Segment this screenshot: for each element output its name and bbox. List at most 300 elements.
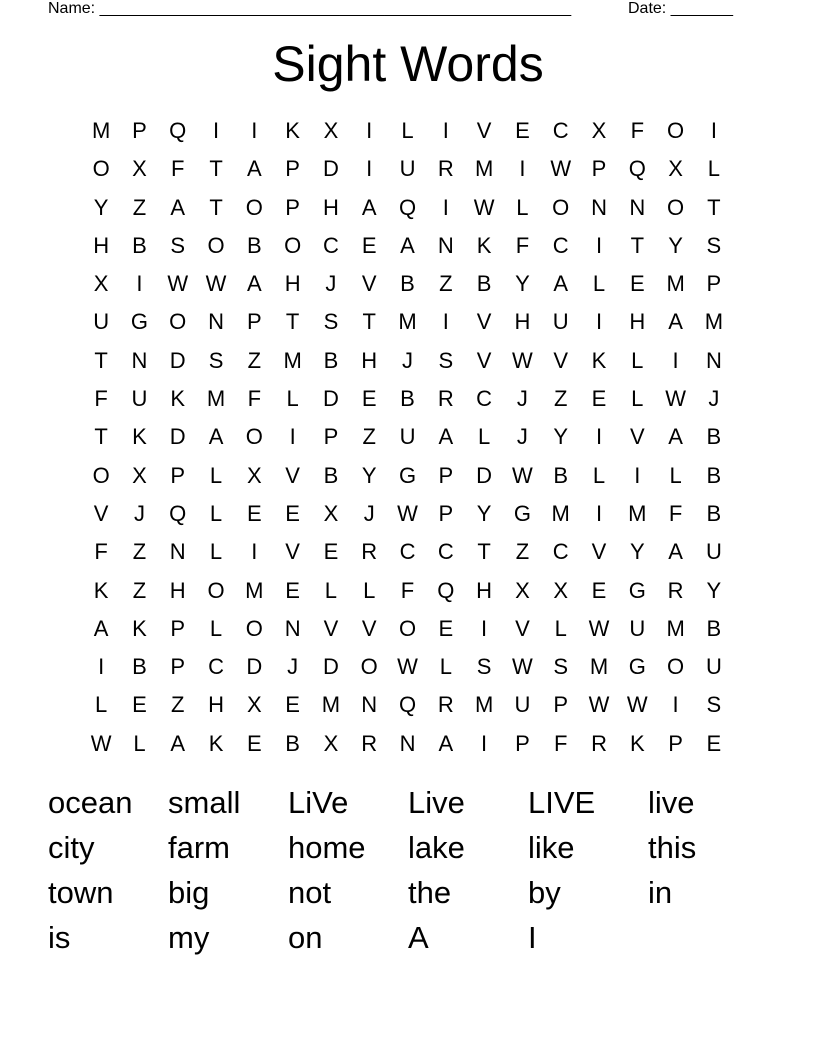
grid-letter: I xyxy=(595,309,603,335)
word-bank-item: on xyxy=(288,920,323,955)
grid-letter: L xyxy=(401,118,414,143)
grid-letter: W xyxy=(588,692,610,718)
grid-letter: O xyxy=(207,577,225,603)
grid-letter: Q xyxy=(398,692,417,718)
grid-letter: H xyxy=(284,271,301,297)
grid-letter: L xyxy=(592,271,606,297)
word-bank-item: city xyxy=(48,830,95,865)
grid-letter: T xyxy=(94,424,108,450)
grid-letter: M xyxy=(283,347,302,373)
grid-letter: O xyxy=(284,232,302,258)
grid-letter: L xyxy=(133,730,146,756)
grid-letter: K xyxy=(170,386,186,412)
word-bank-item: the xyxy=(408,875,452,910)
grid-letter: L xyxy=(707,156,721,182)
grid-letter: B xyxy=(323,347,339,373)
grid-letter: M xyxy=(321,692,341,718)
grid-letter: H xyxy=(322,194,339,220)
grid-letter: X xyxy=(323,730,339,756)
grid-letter: N xyxy=(131,347,148,373)
grid-letter: K xyxy=(93,577,109,603)
grid-letter: V xyxy=(629,424,645,450)
word-bank-item: big xyxy=(168,875,210,910)
grid-letter: V xyxy=(93,500,109,526)
grid-letter: I xyxy=(519,156,526,182)
grid-letter: U xyxy=(629,615,646,641)
grid-letter: O xyxy=(667,194,685,220)
grid-letter: F xyxy=(515,232,530,258)
grid-letter: W xyxy=(397,654,418,680)
grid-letter: S xyxy=(438,347,454,373)
grid-letter: R xyxy=(361,730,378,756)
grid-letter: R xyxy=(437,386,454,412)
grid-letter: W xyxy=(397,500,418,526)
grid-letter: Y xyxy=(553,424,569,450)
grid-letter: A xyxy=(93,615,109,641)
grid-letter: T xyxy=(362,309,376,335)
grid-letter: W xyxy=(512,462,533,488)
word-bank-item: town xyxy=(48,875,114,910)
grid-letter: O xyxy=(207,232,225,258)
grid-letter: I xyxy=(442,309,449,335)
grid-letter: X xyxy=(591,118,607,143)
grid-letter: H xyxy=(361,347,378,373)
grid-letter: M xyxy=(474,692,494,718)
grid-letter: U xyxy=(552,309,569,335)
grid-letter: X xyxy=(93,271,109,297)
grid-letter: P xyxy=(285,194,300,220)
grid-letter: B xyxy=(706,462,722,488)
grid-letter: Y xyxy=(93,194,109,220)
date-field-label: Date: _______ xyxy=(628,0,733,17)
grid-letter: W xyxy=(90,730,112,756)
grid-letter: Y xyxy=(361,462,377,488)
grid-letter: X xyxy=(246,692,262,718)
grid-letter: W xyxy=(665,386,686,412)
grid-letter: B xyxy=(132,232,147,258)
page-title: Sight Words xyxy=(272,36,544,92)
grid-letter: L xyxy=(286,386,299,412)
grid-letter: E xyxy=(361,386,377,412)
grid-letter: N xyxy=(169,539,186,565)
grid-letter: I xyxy=(595,500,603,526)
grid-letter: H xyxy=(169,577,186,603)
word-bank-item: like xyxy=(528,830,575,865)
grid-letter: P xyxy=(285,156,300,182)
grid-letter: K xyxy=(132,615,147,641)
grid-letter: G xyxy=(130,309,148,335)
grid-letter: J xyxy=(363,500,375,526)
grid-letter: J xyxy=(325,271,337,297)
grid-letter: B xyxy=(706,500,722,526)
grid-letter: Y xyxy=(476,500,492,526)
grid-letter: A xyxy=(668,309,683,335)
grid-letter: P xyxy=(170,654,186,680)
grid-letter: G xyxy=(398,462,417,488)
grid-letter: A xyxy=(400,232,415,258)
grid-letter: O xyxy=(169,309,187,335)
grid-letter: X xyxy=(323,118,339,143)
grid-letter: I xyxy=(634,462,641,488)
grid-letter: L xyxy=(439,654,452,680)
grid-letter: M xyxy=(589,654,609,680)
grid-letter: U xyxy=(399,424,416,450)
grid-letter: E xyxy=(323,539,339,565)
grid-letter: Y xyxy=(629,539,645,565)
grid-letter: R xyxy=(437,156,454,182)
grid-letter: F xyxy=(400,577,415,603)
grid-letter: M xyxy=(206,386,226,412)
grid-letter: R xyxy=(437,692,454,718)
grid-letter: I xyxy=(442,118,449,143)
grid-letter: O xyxy=(245,424,263,450)
grid-letter: S xyxy=(706,692,722,718)
grid-letter: V xyxy=(553,347,569,373)
grid-letter: L xyxy=(631,386,644,412)
word-bank-item: small xyxy=(168,785,241,820)
grid-letter: J xyxy=(708,386,720,412)
grid-letter: Z xyxy=(362,424,376,450)
grid-letter: F xyxy=(630,118,645,143)
grid-letter: E xyxy=(246,500,262,526)
grid-letter: X xyxy=(323,500,339,526)
grid-letter: N xyxy=(705,347,722,373)
grid-letter: I xyxy=(672,347,679,373)
grid-letter: O xyxy=(245,615,263,641)
grid-letter: M xyxy=(628,500,647,526)
grid-letter: F xyxy=(247,386,262,412)
grid-letter: R xyxy=(361,539,378,565)
grid-letter: E xyxy=(361,232,377,258)
grid-letter: S xyxy=(323,309,339,335)
grid-letter: I xyxy=(98,654,105,680)
grid-letter: S xyxy=(208,347,224,373)
grid-letter: W xyxy=(588,615,610,641)
word-bank-item: farm xyxy=(168,830,230,865)
grid-letter: Z xyxy=(132,194,147,220)
grid-letter: N xyxy=(361,692,378,718)
grid-letter: K xyxy=(476,232,492,258)
grid-letter: Q xyxy=(437,577,455,603)
grid-letter: W xyxy=(550,156,572,182)
grid-letter: C xyxy=(322,232,339,258)
grid-letter: L xyxy=(516,194,529,220)
grid-letter: T xyxy=(285,309,300,335)
word-bank-item: Live xyxy=(408,785,465,820)
word-bank xyxy=(48,780,768,960)
grid-letter: A xyxy=(438,730,454,756)
grid-letter: X xyxy=(246,462,262,488)
grid-letter: M xyxy=(666,271,685,297)
grid-letter: O xyxy=(360,654,378,680)
grid-letter: D xyxy=(322,654,339,680)
grid-letter: M xyxy=(474,156,494,182)
grid-letter: C xyxy=(208,654,224,680)
grid-letter: M xyxy=(704,309,724,335)
grid-letter: W xyxy=(512,654,533,680)
grid-letter: O xyxy=(245,194,263,220)
grid-letter: L xyxy=(363,577,376,603)
grid-letter: D xyxy=(476,462,493,488)
word-bank-item: I xyxy=(528,920,537,955)
grid-letter: T xyxy=(477,539,491,565)
grid-letter: A xyxy=(361,194,377,220)
grid-letter: Y xyxy=(515,271,530,297)
grid-letter: L xyxy=(209,615,223,641)
grid-letter: J xyxy=(516,424,528,450)
word-bank-item: in xyxy=(648,875,673,910)
grid-letter: E xyxy=(285,500,300,526)
grid-letter: B xyxy=(400,386,415,412)
grid-letter: P xyxy=(706,271,722,297)
grid-letter: Q xyxy=(628,156,646,182)
grid-letter: O xyxy=(667,118,685,143)
grid-letter: Z xyxy=(515,539,530,565)
grid-letter: D xyxy=(169,347,186,373)
grid-letter: T xyxy=(94,347,108,373)
grid-letter: T xyxy=(209,156,223,182)
name-field-label: Name: _____________________________________________________ xyxy=(48,0,572,17)
grid-letter: B xyxy=(132,654,147,680)
grid-letter: I xyxy=(481,730,488,756)
grid-letter: M xyxy=(666,615,685,641)
grid-letter: V xyxy=(361,615,377,641)
grid-letter: B xyxy=(476,271,492,297)
grid-letter: A xyxy=(246,156,262,182)
grid-letter: O xyxy=(667,654,685,680)
grid-letter: P xyxy=(323,424,339,450)
grid-letter: Z xyxy=(247,347,262,373)
grid-letter: G xyxy=(628,577,646,603)
grid-letter: C xyxy=(552,118,569,143)
grid-letter: Z xyxy=(132,539,147,565)
grid-letter: A xyxy=(668,424,683,450)
grid-letter: E xyxy=(285,692,300,718)
grid-letter: P xyxy=(170,462,186,488)
grid-letter: C xyxy=(437,539,454,565)
grid-letter: A xyxy=(208,424,224,450)
grid-letter: W xyxy=(205,271,227,297)
word-bank-item: LIVE xyxy=(528,785,596,820)
grid-letter: A xyxy=(438,424,454,450)
grid-letter: W xyxy=(473,194,495,220)
grid-letter: Q xyxy=(169,118,187,143)
grid-letter: I xyxy=(366,156,373,182)
grid-letter: V xyxy=(476,309,492,335)
grid-letter: X xyxy=(132,462,147,488)
grid-letter: A xyxy=(553,271,569,297)
grid-letter: E xyxy=(515,118,530,143)
grid-letter: I xyxy=(251,539,258,565)
word-bank-item: lake xyxy=(408,830,465,865)
grid-letter: Y xyxy=(668,232,683,258)
grid-letter: A xyxy=(170,730,186,756)
grid-letter: P xyxy=(553,692,569,718)
grid-letter: V xyxy=(476,347,492,373)
grid-letter: V xyxy=(285,462,300,488)
grid-letter: J xyxy=(516,386,528,412)
grid-letter: U xyxy=(93,309,110,335)
grid-letter: D xyxy=(322,156,339,182)
grid-letter: G xyxy=(628,654,646,680)
grid-letter: S xyxy=(706,232,722,258)
word-bank-item: A xyxy=(408,920,429,955)
grid-letter: M xyxy=(245,577,264,603)
grid-letter: B xyxy=(323,462,339,488)
grid-letter: N xyxy=(284,615,301,641)
word-search-grid xyxy=(82,112,733,763)
grid-letter: C xyxy=(476,386,493,412)
grid-letter: E xyxy=(438,615,454,641)
grid-letter: V xyxy=(323,615,339,641)
grid-letter: I xyxy=(212,118,220,143)
grid-letter: C xyxy=(399,539,416,565)
grid-letter: D xyxy=(169,424,186,450)
grid-letter: U xyxy=(705,539,722,565)
grid-letter: V xyxy=(515,615,530,641)
grid-letter: I xyxy=(595,232,603,258)
grid-letter: L xyxy=(324,577,338,603)
grid-letter: W xyxy=(512,347,533,373)
grid-letter: L xyxy=(209,462,223,488)
grid-letter: P xyxy=(246,309,262,335)
grid-letter: E xyxy=(132,692,147,718)
grid-letter: N xyxy=(399,730,416,756)
grid-letter: K xyxy=(591,347,607,373)
grid-letter: Z xyxy=(553,386,568,412)
grid-letter: E xyxy=(591,386,607,412)
grid-letter: I xyxy=(595,424,603,450)
grid-letter: V xyxy=(476,118,492,143)
grid-letter: Z xyxy=(171,692,185,718)
grid-letter: E xyxy=(246,730,262,756)
grid-letter: F xyxy=(171,156,185,182)
grid-letter: X xyxy=(668,156,683,182)
grid-letter: O xyxy=(552,194,570,220)
word-bank-item: ocean xyxy=(48,785,133,820)
header xyxy=(48,0,748,20)
grid-letter: H xyxy=(208,692,224,718)
word-bank-item: home xyxy=(288,830,366,865)
grid-letter: O xyxy=(92,156,110,182)
grid-letter: F xyxy=(94,539,108,565)
grid-letter: P xyxy=(668,730,683,756)
grid-letter: S xyxy=(476,654,492,680)
grid-letter: I xyxy=(251,118,258,143)
grid-letter: X xyxy=(515,577,530,603)
grid-letter: B xyxy=(400,271,415,297)
grid-letter: I xyxy=(481,615,488,641)
grid-letter: B xyxy=(246,232,262,258)
grid-letter: J xyxy=(133,500,145,526)
word-bank-item: by xyxy=(528,875,561,910)
word-bank-item: is xyxy=(48,920,71,955)
grid-letter: B xyxy=(553,462,569,488)
grid-letter: F xyxy=(553,730,568,756)
grid-letter: Z xyxy=(132,577,147,603)
grid-letter: D xyxy=(322,386,339,412)
grid-letter: D xyxy=(246,654,263,680)
grid-letter: H xyxy=(514,309,531,335)
grid-letter: X xyxy=(553,577,569,603)
grid-letter: E xyxy=(285,577,300,603)
grid-letter: L xyxy=(631,347,644,373)
grid-letter: M xyxy=(398,309,417,335)
grid-letter: P xyxy=(515,730,530,756)
grid-letter: E xyxy=(706,730,722,756)
grid-letter: L xyxy=(554,615,567,641)
word-bank-item: not xyxy=(288,875,332,910)
grid-letter: J xyxy=(287,654,299,680)
grid-letter: K xyxy=(132,424,147,450)
grid-letter: O xyxy=(398,615,417,641)
grid-letter: I xyxy=(672,692,679,718)
grid-letter: T xyxy=(209,194,223,220)
grid-letter: L xyxy=(592,462,606,488)
grid-letter: N xyxy=(629,194,646,220)
grid-letter: V xyxy=(285,539,300,565)
grid-letter: G xyxy=(513,500,531,526)
grid-letter: A xyxy=(668,539,683,565)
grid-letter: R xyxy=(667,577,684,603)
grid-letter: L xyxy=(477,424,491,450)
grid-letter: K xyxy=(629,730,645,756)
grid-letter: U xyxy=(514,692,531,718)
grid-letter: Z xyxy=(439,271,453,297)
grid-letter: W xyxy=(167,271,189,297)
grid-letter: Q xyxy=(169,500,187,526)
grid-letter: U xyxy=(705,654,722,680)
grid-letter: P xyxy=(591,156,607,182)
grid-letter: L xyxy=(95,692,108,718)
grid-letter: N xyxy=(591,194,607,220)
grid-letter: E xyxy=(591,577,607,603)
grid-letter: B xyxy=(706,615,722,641)
grid-letter: B xyxy=(706,424,722,450)
grid-letter: I xyxy=(366,118,373,143)
grid-letter: L xyxy=(669,462,682,488)
grid-letter: S xyxy=(170,232,186,258)
grid-letter: M xyxy=(91,118,111,143)
grid-letter: V xyxy=(361,271,377,297)
grid-letter: C xyxy=(552,232,569,258)
grid-letter: B xyxy=(285,730,300,756)
grid-letter: T xyxy=(630,232,645,258)
grid-letter: H xyxy=(476,577,493,603)
grid-letter: L xyxy=(209,500,223,526)
grid-letter: V xyxy=(591,539,607,565)
grid-letter: H xyxy=(629,309,646,335)
grid-letter: P xyxy=(438,462,454,488)
grid-letter: P xyxy=(132,118,147,143)
grid-letter: A xyxy=(170,194,186,220)
grid-letter: I xyxy=(442,194,449,220)
grid-letter: H xyxy=(93,232,110,258)
grid-letter: S xyxy=(553,654,569,680)
word-bank-item: live xyxy=(648,785,695,820)
grid-letter: E xyxy=(629,271,645,297)
word-bank-item: this xyxy=(648,830,697,865)
grid-letter: Q xyxy=(398,194,417,220)
grid-letter: Y xyxy=(706,577,722,603)
grid-letter: F xyxy=(668,500,683,526)
grid-letter: R xyxy=(591,730,607,756)
grid-letter: F xyxy=(94,386,108,412)
grid-letter: I xyxy=(710,118,717,143)
grid-letter: L xyxy=(209,539,223,565)
grid-letter: T xyxy=(707,194,721,220)
word-bank-item: my xyxy=(168,920,210,955)
